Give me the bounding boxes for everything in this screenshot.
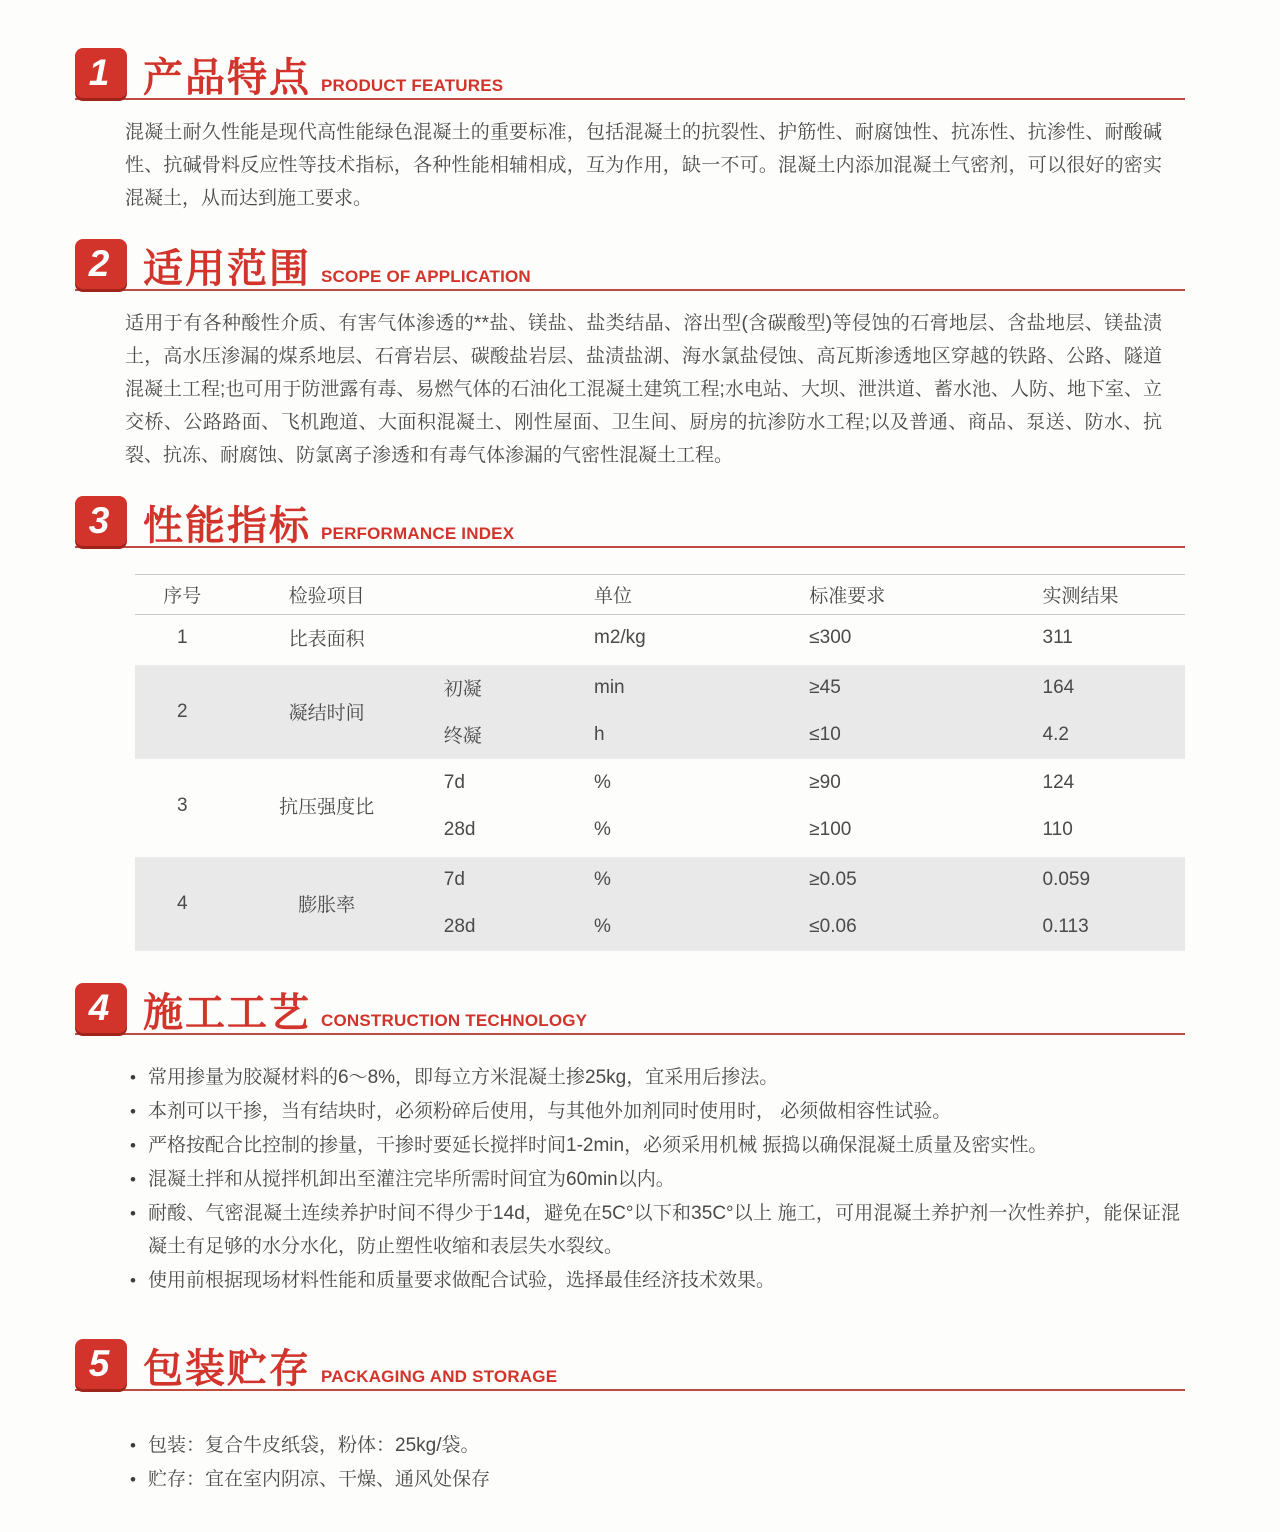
cell-no: 2 bbox=[135, 663, 230, 759]
cell-cond bbox=[424, 615, 576, 663]
cell-result: 110 bbox=[1042, 818, 1073, 840]
cell-result: 164 bbox=[1028, 663, 1186, 711]
section-title-zh: 施工工艺 bbox=[143, 990, 311, 1035]
section-scope-of-application bbox=[0, 239, 1280, 472]
header-result: 实测结果 bbox=[1028, 575, 1186, 615]
performance-table bbox=[135, 574, 1185, 951]
header-cond bbox=[424, 575, 576, 615]
cell-item: 比表面积 bbox=[288, 629, 365, 651]
section-title-en: PERFORMANCE INDEX bbox=[321, 524, 515, 543]
section-number-badge: 2 bbox=[75, 239, 127, 289]
section-header bbox=[75, 1339, 1185, 1391]
cell-unit: % bbox=[594, 818, 611, 840]
bullet-item: • 贮存：宜在室内阴凉、干燥、通风处保存 bbox=[128, 1463, 1180, 1496]
cell-standard: ≥45 bbox=[791, 663, 1027, 711]
cell-unit: % bbox=[576, 903, 791, 951]
cell-no: 4 bbox=[135, 855, 230, 951]
section-header bbox=[75, 239, 1185, 291]
header-standard: 标准要求 bbox=[791, 575, 1027, 615]
bullet-item: • 使用前根据现场材料性能和质量要求做配合试验，选择最佳经济技术效果。 bbox=[128, 1264, 1180, 1297]
cell-unit: m2/kg bbox=[594, 626, 646, 648]
section-header bbox=[75, 496, 1185, 548]
cell-result: 124 bbox=[1042, 771, 1075, 793]
bullet-item: • 常用掺量为胶凝材料的6～8%，即每立方米混凝土掺25kg，宜采用后掺法。 bbox=[128, 1061, 1180, 1094]
table-row bbox=[135, 615, 1185, 663]
cell-result: 0.059 bbox=[1028, 855, 1186, 903]
section-packaging-and-storage bbox=[0, 1339, 1280, 1496]
section-number-badge: 1 bbox=[75, 48, 127, 98]
cell-result: 0.113 bbox=[1028, 903, 1186, 951]
section-performance-index bbox=[0, 496, 1280, 951]
cell-standard: ≤10 bbox=[791, 711, 1027, 759]
header-no: 序号 bbox=[135, 575, 230, 615]
cell-item: 膨胀率 bbox=[230, 855, 424, 951]
cell-no: 1 bbox=[176, 626, 188, 648]
cell-no: 3 bbox=[176, 794, 188, 816]
table-row bbox=[135, 855, 1185, 903]
cell-standard: ≥90 bbox=[809, 771, 841, 793]
cell-cond: 7d bbox=[424, 855, 576, 903]
bullet-item: • 耐酸、气密混凝土连续养护时间不得少于14d，避免在5C°以下和35C°以上 施工，可用混凝土养护剂一次性养护，能保证混凝土有足够的水分水化，防止塑性收缩和表层失水裂纹。 bbox=[128, 1197, 1180, 1263]
construction-bullet-list bbox=[128, 1061, 1180, 1297]
section-title-zh: 产品特点 bbox=[143, 56, 311, 100]
section-title-en: PRODUCT FEATURES bbox=[321, 76, 504, 95]
bullet-item: • 严格按配合比控制的掺量，干掺时要延长搅拌时间1-2min，必须采用机械 振捣以确保混凝土质量及密实性。 bbox=[128, 1129, 1180, 1162]
section-paragraph: 适用于有各种酸性介质、有害气体渗透的**盐、镁盐、盐类结晶、溶出型(含碳酸型)等侵蚀的石膏地层、含盐地层、镁盐渍土，高水压渗漏的煤系地层、石膏岩层、碳酸盐岩层、盐渍盐湖、海水氯盐侵蚀、高瓦斯渗透地区穿越的铁路、公路、隧道混凝土工程;也可用于防泄露有毒、易燃气体的石油化工混凝土建筑工程;水电站、大坝、泄洪道、蓄水池、人防、地下室、立交桥、公路路面、飞机跑道、大面积混凝土、刚性屋面、卫生间、厨房的抗渗防水工程;以及普通、商品、泵送、防水、抗裂、抗冻、耐腐蚀、防氯离子渗透和有毒气体渗漏的气密性混凝土工程。 bbox=[125, 313, 1162, 466]
cell-cond: 7d bbox=[443, 771, 465, 793]
cell-item: 凝结时间 bbox=[230, 663, 424, 759]
section-title-en: CONSTRUCTION TECHNOLOGY bbox=[321, 1010, 588, 1030]
bullet-item: • 本剂可以干掺，当有结块时，必须粉碎后使用，与其他外加剂同时使用时， 必须做相容性试验。 bbox=[128, 1095, 1180, 1128]
section-title-zh: 性能指标 bbox=[143, 504, 311, 548]
section-title-en: PACKAGING AND STORAGE bbox=[321, 1366, 558, 1386]
section-number-badge: 3 bbox=[75, 496, 127, 546]
section-title-en: SCOPE OF APPLICATION bbox=[321, 267, 531, 286]
cell-standard: ≥100 bbox=[809, 818, 852, 840]
table-row bbox=[135, 663, 1185, 711]
section-construction-technology bbox=[0, 983, 1280, 1297]
bullet-item: • 混凝土拌和从搅拌机卸出至灌注完毕所需时间宜为60min以内。 bbox=[128, 1163, 1180, 1196]
cell-standard: ≤300 bbox=[809, 626, 852, 648]
cell-cond: 初凝 bbox=[424, 663, 576, 711]
cell-unit: min bbox=[576, 663, 791, 711]
section-title-zh: 包装贮存 bbox=[143, 1346, 311, 1391]
section-paragraph: 混凝土耐久性能是现代高性能绿色混凝土的重要标准，包括混凝土的抗裂性、护筋性、耐腐蚀性、抗冻性、抗渗性、耐酸碱性、抗碱骨料反应性等技术指标，各种性能相辅相成，互为作用，缺一不可。混凝土内添加混凝土气密剂，可以很好的密实混凝土，从而达到施工要求。 bbox=[125, 122, 1162, 209]
table-row bbox=[135, 759, 1185, 807]
cell-unit: % bbox=[576, 855, 791, 903]
cell-standard: ≤0.06 bbox=[791, 903, 1027, 951]
section-title-zh: 适用范围 bbox=[143, 247, 311, 291]
section-number-badge: 5 bbox=[75, 1339, 127, 1389]
cell-standard: ≥0.05 bbox=[791, 855, 1027, 903]
cell-unit: h bbox=[576, 711, 791, 759]
section-product-features bbox=[0, 48, 1280, 215]
cell-cond: 终凝 bbox=[424, 711, 576, 759]
packaging-bullet-list bbox=[128, 1429, 1180, 1496]
section-number-badge: 4 bbox=[75, 983, 127, 1033]
cell-cond: 28d bbox=[424, 903, 576, 951]
section-header bbox=[75, 983, 1185, 1035]
cell-cond: 28d bbox=[443, 818, 476, 840]
section-header bbox=[75, 48, 1185, 100]
header-item: 检验项目 bbox=[230, 575, 424, 615]
cell-result: 4.2 bbox=[1028, 711, 1186, 759]
header-unit: 单位 bbox=[576, 575, 791, 615]
bullet-item: • 包装：复合牛皮纸袋，粉体：25kg/袋。 bbox=[128, 1429, 1180, 1462]
cell-result: 311 bbox=[1042, 626, 1073, 648]
cell-item: 抗压强度比 bbox=[279, 797, 375, 818]
table-header-row bbox=[135, 575, 1185, 615]
cell-unit: % bbox=[594, 771, 611, 793]
